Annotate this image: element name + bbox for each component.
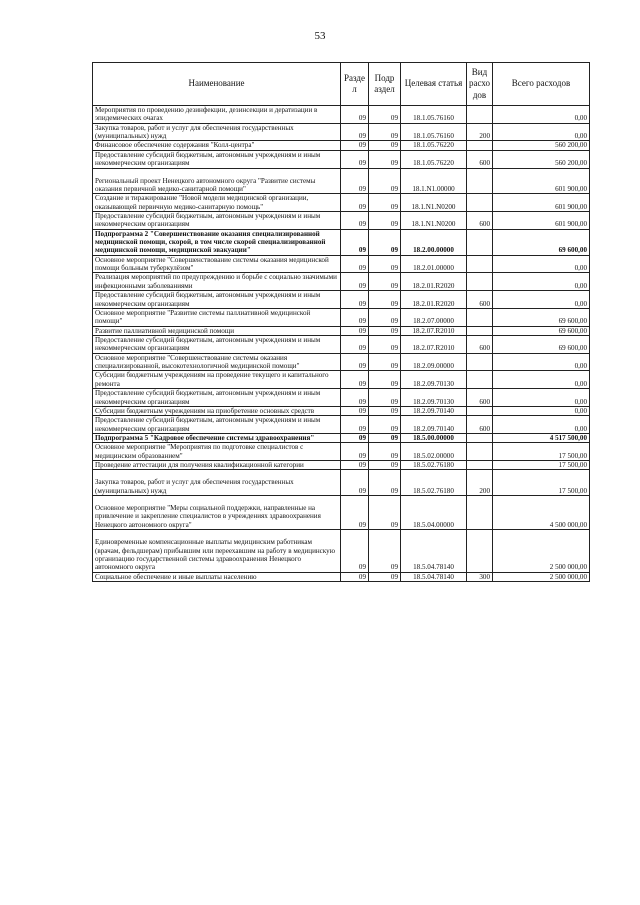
row-article: 18.1.N1.00000 [401,168,467,194]
row-subsection: 09 [369,406,401,415]
row-article: 18.2.01.R2020 [401,291,467,309]
table-row [93,433,590,442]
row-article: 18.2.09.00000 [401,353,467,371]
table-row [93,530,590,572]
table-row [93,353,590,371]
row-total: 17 500,00 [493,443,590,461]
table-row [93,326,590,335]
row-total: 560 200,00 [493,150,590,168]
row-expense-type: 300 [467,572,493,581]
row-name: Подпрограмма 2 "Совершенствование оказания специализированной медицинской помощи, скорой, в том числе скорой специализированной медицинской помощи, медицинской эвакуации" [93,229,341,255]
row-name: Предоставление субсидий бюджетным, автономным учреждениям и иным некоммерческим организациям [93,389,341,407]
row-name: Основное мероприятие "Развитие системы паллиативной медицинской помощи" [93,308,341,326]
row-subsection: 09 [369,123,401,141]
row-article: 18.2.09.70140 [401,406,467,415]
row-expense-type [467,371,493,389]
row-subsection: 09 [369,353,401,371]
row-expense-type [467,106,493,124]
row-name: Основное мероприятие "Совершенствование системы оказания специализированной, высокотехнологичной медицинской помощи" [93,353,341,371]
header-type: Вид расхо дов [467,63,493,106]
row-subsection: 09 [369,326,401,335]
row-article: 18.1.N1.N0200 [401,194,467,212]
header-total: Всего расходов [493,63,590,106]
row-subsection: 09 [369,389,401,407]
row-total: 0,00 [493,406,590,415]
row-article: 18.1.N1.N0200 [401,211,467,229]
row-expense-type [467,194,493,212]
row-article: 18.2.09.70140 [401,416,467,434]
row-section: 09 [341,326,369,335]
row-article: 18.2.09.70130 [401,389,467,407]
row-section: 09 [341,406,369,415]
row-name: Предоставление субсидий бюджетным, автономным учреждениям и иным некоммерческим организациям [93,211,341,229]
row-section: 09 [341,461,369,470]
row-expense-type: 200 [467,470,493,496]
row-total: 560 200,00 [493,141,590,150]
row-section: 09 [341,168,369,194]
row-expense-type [467,461,493,470]
row-subsection: 09 [369,255,401,273]
row-name: Субсидии бюджетным учреждениям на проведение текущего и капитального ремонта [93,371,341,389]
table-row [93,416,590,434]
row-total: 0,00 [493,371,590,389]
table-row [93,406,590,415]
row-total: 69 600,00 [493,229,590,255]
header-name: Наименование [93,63,341,106]
row-subsection: 09 [369,572,401,581]
table-row [93,255,590,273]
row-subsection: 09 [369,530,401,572]
row-name: Финансовое обеспечение содержания "Колл-центра" [93,141,341,150]
header-article: Целевая статья [401,63,467,106]
table-row [93,273,590,291]
row-subsection: 09 [369,470,401,496]
row-article: 18.5.04.78140 [401,530,467,572]
row-article: 18.5.04.00000 [401,496,467,530]
row-expense-type: 600 [467,335,493,353]
row-expense-type: 600 [467,150,493,168]
row-name: Подпрограмма 5 "Кадровое обеспечение системы здравоохранения" [93,433,341,442]
table-row [93,496,590,530]
row-total: 0,00 [493,255,590,273]
row-subsection: 09 [369,308,401,326]
row-total: 69 600,00 [493,308,590,326]
row-expense-type [467,496,493,530]
row-section: 09 [341,211,369,229]
row-subsection: 09 [369,335,401,353]
table-row [93,308,590,326]
row-article: 18.1.05.76160 [401,123,467,141]
table-row [93,572,590,581]
row-section: 09 [341,106,369,124]
header-section: Разде л [341,63,369,106]
page-number: 53 [314,30,326,42]
row-total: 601 900,00 [493,211,590,229]
table-row [93,229,590,255]
row-section: 09 [341,229,369,255]
row-total: 69 600,00 [493,326,590,335]
row-total: 0,00 [493,123,590,141]
row-article: 18.1.05.76220 [401,141,467,150]
row-expense-type [467,433,493,442]
row-name: Основное мероприятие "Меры социальной поддержки, направленные на привлечение и закрепление специалистов в учреждениях здравоохранения Ненецкого автономного округа" [93,496,341,530]
row-article: 18.5.02.76180 [401,470,467,496]
table-row [93,389,590,407]
row-name: Развитие паллиативной медицинской помощи [93,326,341,335]
row-expense-type: 600 [467,416,493,434]
row-name: Предоставление субсидий бюджетным, автономным учреждениям и иным некоммерческим организациям [93,335,341,353]
row-section: 09 [341,530,369,572]
row-expense-type [467,273,493,291]
row-subsection: 09 [369,371,401,389]
row-article: 18.5.02.76180 [401,461,467,470]
row-total: 17 500,00 [493,461,590,470]
row-subsection: 09 [369,194,401,212]
row-article: 18.1.05.76220 [401,150,467,168]
row-name: Основное мероприятие "Совершенствование системы оказания медицинской помощи больным туберкулёзом" [93,255,341,273]
row-subsection: 09 [369,229,401,255]
row-subsection: 09 [369,496,401,530]
row-subsection: 09 [369,211,401,229]
row-subsection: 09 [369,106,401,124]
row-expense-type [467,255,493,273]
row-section: 09 [341,389,369,407]
row-name: Проведение аттестации для получения квалификационной категории [93,461,341,470]
row-total: 0,00 [493,353,590,371]
row-expense-type [467,443,493,461]
row-expense-type [467,353,493,371]
row-expense-type [467,229,493,255]
row-name: Предоставление субсидий бюджетным, автономным учреждениям и иным некоммерческим организациям [93,150,341,168]
row-article: 18.5.02.00000 [401,443,467,461]
table-row [93,150,590,168]
row-section: 09 [341,371,369,389]
row-subsection: 09 [369,168,401,194]
row-total: 2 500 000,00 [493,530,590,572]
row-expense-type: 600 [467,389,493,407]
row-subsection: 09 [369,291,401,309]
row-section: 09 [341,273,369,291]
row-article: 18.2.09.70130 [401,371,467,389]
row-article: 18.2.01.R2020 [401,273,467,291]
row-name: Создание и тиражирование "Новой модели медицинской организации, оказывающей первичную медико-санитарную помощь" [93,194,341,212]
table-header-row [93,63,590,106]
row-section: 09 [341,141,369,150]
row-subsection: 09 [369,416,401,434]
row-section: 09 [341,291,369,309]
table-row [93,470,590,496]
budget-table [92,62,590,582]
table-row [93,291,590,309]
row-subsection: 09 [369,150,401,168]
row-subsection: 09 [369,273,401,291]
row-expense-type [467,141,493,150]
row-article: 18.2.07.R2010 [401,326,467,335]
row-subsection: 09 [369,461,401,470]
row-expense-type [467,168,493,194]
table-row [93,123,590,141]
table-row [93,168,590,194]
row-total: 0,00 [493,416,590,434]
row-total: 0,00 [493,389,590,407]
table-row [93,461,590,470]
row-name: Реализация мероприятий по предупреждению и борьбе с социально значимыми инфекционными заболеваниями [93,273,341,291]
row-article: 18.2.07.00000 [401,308,467,326]
row-total: 601 900,00 [493,194,590,212]
row-section: 09 [341,150,369,168]
row-total: 4 500 000,00 [493,496,590,530]
row-name: Предоставление субсидий бюджетным, автономным учреждениям и иным некоммерческим организациям [93,291,341,309]
table-row [93,141,590,150]
table-row [93,194,590,212]
row-total: 69 600,00 [493,335,590,353]
row-article: 18.2.01.00000 [401,255,467,273]
row-expense-type: 200 [467,123,493,141]
row-section: 09 [341,433,369,442]
row-section: 09 [341,308,369,326]
row-name: Субсидии бюджетным учреждениям на приобретение основных средств [93,406,341,415]
row-section: 09 [341,572,369,581]
row-name: Закупка товаров, работ и услуг для обеспечения государственных (муниципальных) нужд [93,470,341,496]
row-total: 2 500 000,00 [493,572,590,581]
table-row [93,335,590,353]
row-expense-type: 600 [467,291,493,309]
row-subsection: 09 [369,443,401,461]
row-name: Закупка товаров, работ и услуг для обеспечения государственных (муниципальных) нужд [93,123,341,141]
row-article: 18.2.07.R2010 [401,335,467,353]
table-row [93,106,590,124]
row-article: 18.2.00.00000 [401,229,467,255]
row-name: Единовременные компенсационные выплаты медицинским работникам (врачам, фельдшерам) прибывшим или переехавшим на работу в медицинскую организацию государственной системы здравоохранения Ненецкого автономного округа [93,530,341,572]
row-section: 09 [341,443,369,461]
table-row [93,443,590,461]
row-section: 09 [341,353,369,371]
row-section: 09 [341,470,369,496]
row-expense-type [467,530,493,572]
row-section: 09 [341,416,369,434]
row-article: 18.5.04.78140 [401,572,467,581]
row-expense-type [467,308,493,326]
row-section: 09 [341,255,369,273]
row-total: 4 517 500,00 [493,433,590,442]
row-section: 09 [341,194,369,212]
row-total: 17 500,00 [493,470,590,496]
row-name: Основное мероприятие "Мероприятия по подготовке специалистов с медицинским образованием" [93,443,341,461]
row-article: 18.1.05.76160 [401,106,467,124]
row-section: 09 [341,123,369,141]
row-expense-type [467,406,493,415]
row-section: 09 [341,335,369,353]
row-total: 0,00 [493,106,590,124]
row-subsection: 09 [369,141,401,150]
row-article: 18.5.00.00000 [401,433,467,442]
table-row [93,371,590,389]
row-name: Предоставление субсидий бюджетным, автономным учреждениям и иным некоммерческим организациям [93,416,341,434]
row-name: Социальное обеспечение и иные выплаты населению [93,572,341,581]
row-total: 0,00 [493,273,590,291]
row-name: Региональный проект Ненецкого автономного округа "Развитие системы оказания первичной медико-санитарной помощи" [93,168,341,194]
row-name: Мероприятия по проведению дезинфекции, дезинсекции и дератизации в эпидемических очагах [93,106,341,124]
row-expense-type [467,326,493,335]
row-expense-type: 600 [467,211,493,229]
table-row [93,211,590,229]
header-subsection: Подр аздел [369,63,401,106]
row-section: 09 [341,496,369,530]
row-total: 0,00 [493,291,590,309]
row-subsection: 09 [369,433,401,442]
row-total: 601 900,00 [493,168,590,194]
